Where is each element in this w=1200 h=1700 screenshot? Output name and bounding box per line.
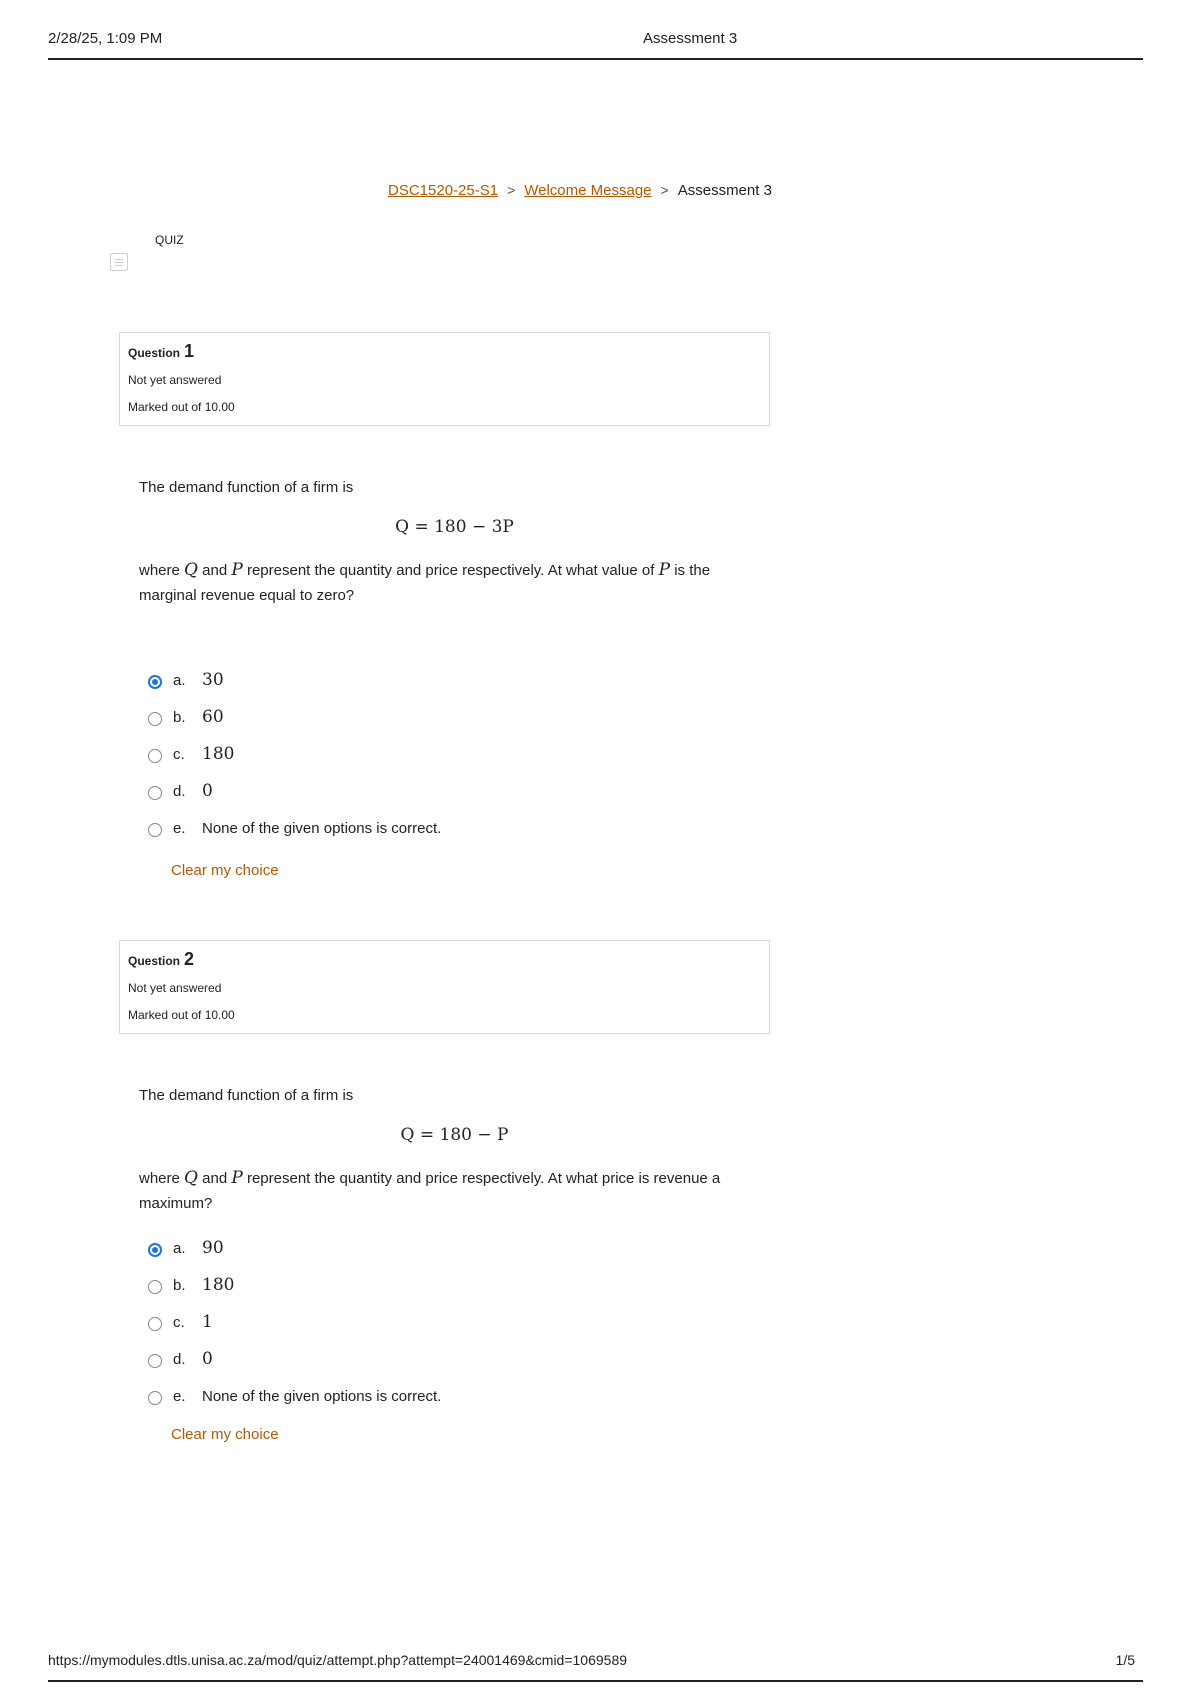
question-text-segment: where [139, 562, 185, 579]
activity-type-label: QUIZ [155, 233, 184, 247]
question-body-text [139, 1166, 759, 1216]
option-letter: e. [173, 1388, 186, 1405]
option-value: 0 [202, 1349, 213, 1369]
print-title: Assessment 3 [643, 30, 738, 47]
breadcrumb-separator-icon: > [660, 182, 669, 198]
question-variable: Q [184, 1168, 198, 1188]
question-formula: Q = 180 − 3P [395, 517, 514, 537]
clear-choice-link[interactable]: Clear my choice [171, 862, 279, 879]
option-letter: c. [173, 1314, 185, 1331]
breadcrumb-section-link[interactable]: Welcome Message [524, 182, 652, 199]
print-datetime: 2/28/25, 1:09 PM [48, 30, 163, 47]
question-intro-text: The demand function of a firm is [139, 1087, 354, 1104]
question-number [128, 949, 194, 970]
question-2 [0, 940, 1200, 1460]
question-info-box [119, 332, 770, 426]
question-state: Not yet answered [128, 373, 222, 387]
radio-button[interactable] [148, 786, 162, 800]
option-value: 1 [202, 1312, 213, 1332]
radio-button[interactable] [148, 1317, 162, 1331]
radio-button[interactable] [148, 1391, 162, 1405]
radio-button[interactable] [148, 1243, 162, 1257]
question-text-segment: and [197, 562, 232, 579]
question-text-segment: and [197, 1170, 232, 1187]
question-grade: Marked out of 10.00 [128, 400, 235, 414]
question-text-segment: represent the quantity and price respectively. At what price is revenue a maximum? [139, 1170, 721, 1212]
question-text-segment: represent the quantity and price respectively. At what value of [242, 562, 659, 579]
question-body-text [139, 558, 759, 608]
print-footer [48, 1648, 1143, 1682]
radio-button[interactable] [148, 749, 162, 763]
breadcrumb [388, 182, 772, 199]
option-value: None of the given options is correct. [202, 1388, 442, 1405]
question-label: Question [128, 346, 181, 360]
option-value: 180 [202, 744, 235, 764]
option-value: 90 [202, 1238, 224, 1258]
question-1 [0, 332, 1200, 892]
breadcrumb-course-link[interactable]: DSC1520-25-S1 [388, 182, 499, 199]
question-formula: Q = 180 − P [400, 1125, 509, 1145]
question-text-segment: is the marginal revenue equal to zero? [139, 562, 711, 604]
option-letter: c. [173, 746, 185, 763]
question-grade: Marked out of 10.00 [128, 1008, 235, 1022]
radio-button[interactable] [148, 1280, 162, 1294]
question-variable: P [658, 560, 671, 580]
option-letter: e. [173, 820, 186, 837]
clear-choice-link[interactable]: Clear my choice [171, 1426, 279, 1443]
question-state: Not yet answered [128, 981, 222, 995]
question-text-segment: where [139, 1170, 185, 1187]
option-value: 30 [202, 670, 224, 690]
question-number [128, 341, 194, 362]
option-letter: a. [173, 672, 186, 689]
question-variable: Q [184, 560, 198, 580]
option-value: None of the given options is correct. [202, 820, 442, 837]
option-letter: d. [173, 783, 186, 800]
option-letter: d. [173, 1351, 186, 1368]
question-number-value: 2 [184, 949, 195, 969]
question-info-box [119, 940, 770, 1034]
breadcrumb-separator-icon: > [507, 182, 516, 198]
breadcrumb-current: Assessment 3 [677, 182, 772, 199]
radio-button[interactable] [148, 823, 162, 837]
question-variable: P [231, 560, 243, 580]
option-letter: a. [173, 1240, 186, 1257]
question-intro-text: The demand function of a firm is [139, 479, 354, 496]
option-value: 0 [202, 781, 213, 801]
radio-button[interactable] [148, 1354, 162, 1368]
option-letter: b. [173, 709, 186, 726]
option-value: 60 [202, 707, 224, 727]
question-variable: P [231, 1168, 243, 1188]
option-value: 180 [202, 1275, 235, 1295]
page-number: 1/5 [1115, 1652, 1135, 1668]
quiz-icon [110, 253, 128, 271]
radio-button[interactable] [148, 675, 162, 689]
question-number-value: 1 [184, 341, 195, 361]
question-label: Question [128, 954, 181, 968]
print-url: https://mymodules.dtls.unisa.ac.za/mod/quiz/attempt.php?attempt=24001469&cmid=1069589 [48, 1652, 628, 1668]
print-header [48, 28, 1143, 60]
radio-button[interactable] [148, 712, 162, 726]
option-letter: b. [173, 1277, 186, 1294]
